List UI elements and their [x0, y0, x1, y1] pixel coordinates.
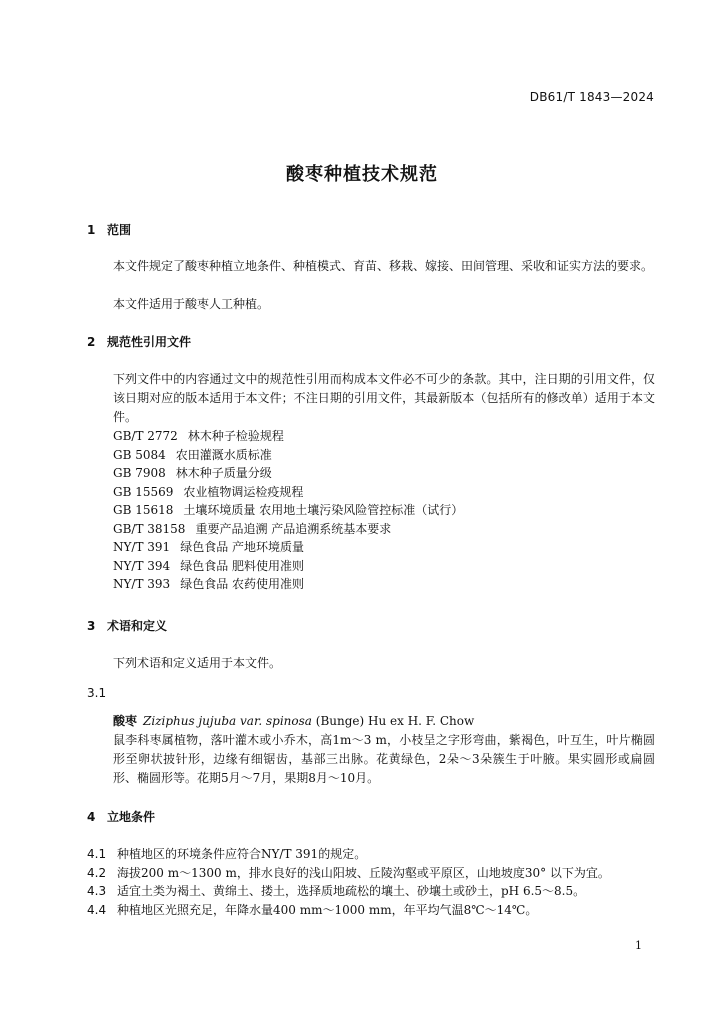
terms-intro [87, 654, 655, 673]
clause-number: 4.4 [87, 902, 107, 917]
paragraph-text: 下列文件中的内容通过文中的规范性引用而构成本文件必不可少的条款。其中，注日期的引用文件，仅该日期对应的版本适用于本文件；不注日期的引用文件，其最新版本（包括所有的修改单）适用于本文件。 [113, 372, 655, 424]
section-number: 1 [87, 223, 96, 237]
term-entry [113, 712, 474, 729]
clause-number: 4.1 [87, 847, 107, 861]
section-title: 范围 [107, 223, 132, 237]
scope-paragraph-1 [87, 257, 655, 276]
clause-number: 4.2 [87, 865, 107, 880]
document-number: DB61/T 1843—2024 [529, 90, 654, 104]
clause-list [87, 845, 610, 919]
reference-name: 重要产品追溯 产品追溯系统基本要求 [195, 521, 392, 536]
document-title: 酸枣种植技术规范 [286, 164, 438, 185]
paragraph-text: 本文件规定了酸枣种植立地条件、种植模式、育苗、移栽、嫁接、田间管理、采收和证实方法的要求。 [113, 259, 654, 273]
section-heading-scope [87, 221, 131, 238]
clause-text: 适宜土类为褐土、黄绵土、搂土，选择质地疏松的壤土、砂壤土或砂土，pH 6.5～8.5。 [117, 884, 586, 898]
clause-item [87, 864, 610, 883]
section-heading-site-conditions [87, 808, 155, 825]
reference-name: 绿色食品 产地环境质量 [180, 540, 305, 554]
reference-item [113, 557, 463, 576]
page-number: 1 [635, 939, 642, 952]
reference-code: GB 15569 [113, 484, 174, 499]
section-heading-normative-references [87, 333, 191, 350]
reference-code: GB/T 2772 [113, 429, 178, 443]
reference-code: NY/T 394 [113, 558, 171, 573]
reference-item [113, 575, 463, 594]
reference-item [113, 483, 463, 502]
reference-name: 林木种子检验规程 [187, 429, 284, 443]
reference-item [113, 427, 463, 446]
clause-number: 4.3 [87, 884, 107, 898]
reference-list [113, 427, 463, 594]
reference-item [113, 501, 463, 520]
reference-code: GB 5084 [113, 447, 166, 462]
section-number: 4 [87, 810, 96, 824]
clause-text: 种植地区的环境条件应符合NY/T 391的规定。 [117, 847, 367, 861]
term-name: 酸枣 [113, 714, 138, 728]
section-title: 规范性引用文件 [107, 335, 192, 349]
reference-item [113, 464, 463, 483]
reference-code: GB 15618 [113, 503, 174, 517]
section-number: 2 [87, 335, 96, 349]
reference-name: 绿色食品 肥料使用准则 [180, 558, 305, 573]
subclause-number: 3.1 [87, 686, 107, 700]
section-number: 3 [87, 619, 96, 633]
reference-name: 林木种子质量分级 [175, 466, 272, 480]
reference-code: GB 7908 [113, 466, 166, 480]
paragraph-text: 下列术语和定义适用于本文件。 [113, 656, 282, 670]
reference-code: NY/T 393 [113, 577, 171, 591]
reference-item [113, 538, 463, 557]
clause-item [87, 882, 610, 901]
section-heading-terms [87, 617, 167, 634]
reference-name: 农田灌溉水质标准 [175, 447, 272, 462]
reference-item [113, 520, 463, 539]
term-author: (Bunge) Hu ex H. F. Chow [315, 714, 475, 728]
term-definition [87, 731, 655, 788]
paragraph-text: 本文件适用于酸枣人工种植。 [113, 297, 270, 311]
clause-item [87, 901, 610, 920]
references-intro [87, 370, 655, 427]
reference-code: NY/T 391 [113, 540, 171, 554]
paragraph-text: 鼠李科枣属植物，落叶灌木或小乔木，高1m～3 m，小枝呈之字形弯曲，紫褐色，叶互生，叶片椭圆形至卵状披针形，边缘有细锯齿，基部三出脉。花黄绿色，2朵～3朵簇生于叶腋。果实圆形或扁圆形、椭圆形等。花期5月～7月，果期8月～10月。 [113, 733, 655, 785]
section-title: 立地条件 [107, 810, 156, 824]
reference-name: 农业植物调运检疫规程 [183, 484, 304, 499]
reference-name: 绿色食品 农药使用准则 [180, 577, 305, 591]
clause-text: 海拔200 m～1300 m，排水良好的浅山阳坡、丘陵沟壑或平原区，山地坡度30° 以下为宜。 [117, 865, 610, 880]
clause-item [87, 845, 610, 864]
section-title: 术语和定义 [107, 619, 168, 633]
reference-code: GB/T 38158 [113, 521, 186, 536]
scope-paragraph-2 [87, 295, 655, 314]
reference-item [113, 446, 463, 465]
reference-name: 土壤环境质量 农用地土壤污染风险管控标准（试行） [183, 503, 464, 517]
clause-text: 种植地区光照充足，年降水量400 mm～1000 mm，年平均气温8℃～14℃。 [117, 902, 538, 917]
term-scientific-name: Ziziphus jujuba var. spinosa [143, 714, 312, 728]
